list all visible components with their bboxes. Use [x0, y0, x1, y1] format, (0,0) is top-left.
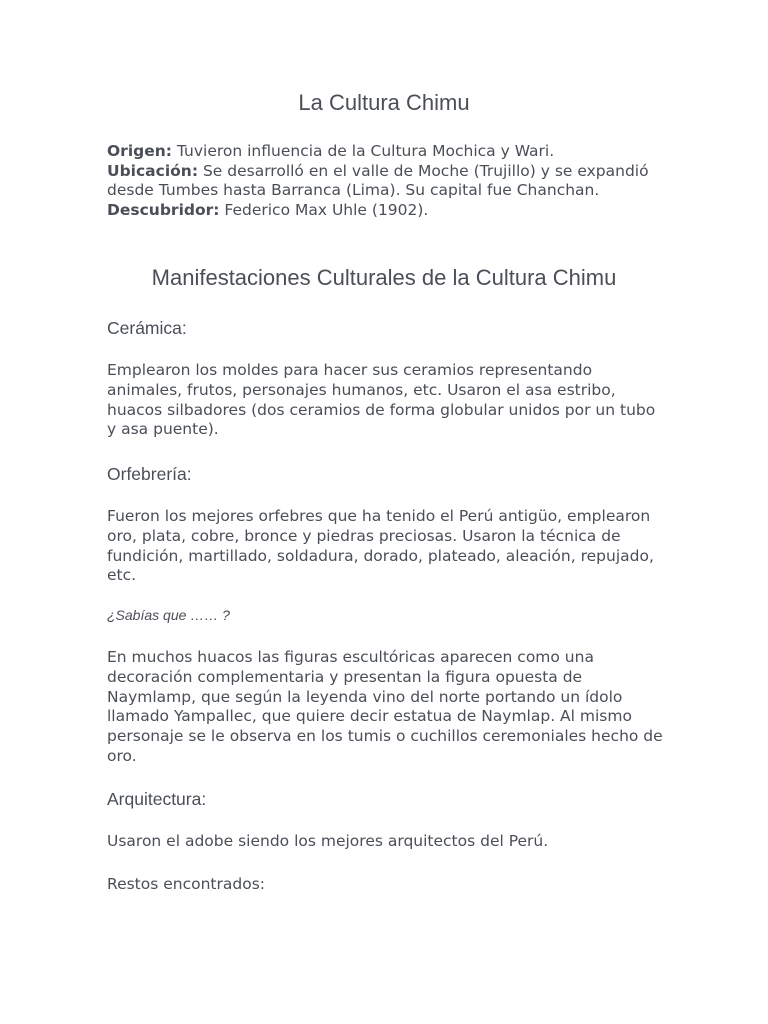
document-title: La Cultura Chimu: [298, 90, 470, 115]
ubicacion-label: Ubicación:: [107, 161, 199, 180]
arquitectura-paragraph: Usaron el adobe siendo los mejores arquitectos del Perú.: [107, 832, 549, 850]
origen-label: Origen:: [107, 142, 172, 160]
orfebreria-heading: Orfebrería:: [107, 464, 192, 484]
section-subtitle: Manifestaciones Culturales de la Cultura Chimu: [151, 265, 617, 290]
ceramica-paragraph: Emplearon los moldes para hacer sus ceramios representando animales, frutos, personajes humanos, etc. Usaron el asa estribo, huacos silbadores (dos ceramios de forma globular unidos por un tubo y asa puente).: [107, 361, 656, 439]
ubicacion-text: Se desarrolló en el valle de Moche (Trujillo) y se expandió desde Tumbes hasta Barranca (Lima). Su capital fue Chanchan.: [107, 161, 649, 199]
restos-label: Restos encontrados:: [107, 875, 266, 893]
ceramica-heading: Cerámica:: [107, 318, 187, 338]
orfebreria-paragraph: Fueron los mejores orfebres que ha tenido el Perú antigüo, emplearon oro, plata, cobre, bronce y piedras preciosas. Usaron la técnica de fundición, martillado, soldadura, dorado, plateado, aleación, repujado, etc.: [107, 507, 654, 585]
descubridor-text: Federico Max Uhle (1902).: [219, 200, 429, 219]
arquitectura-heading: Arquitectura:: [107, 789, 207, 809]
sabias-paragraph: En muchos huacos las figuras escultóricas aparecen como una decoración complementaria y presentan la figura opuesta de Naymlamp, que según la leyenda vino del norte portando un ídolo llamado Yampallec, que quiere decir estatua de Naymlap. Al mismo personaje se le observa en los tumis o cuchillos ceremoniales hecho de oro.: [107, 648, 663, 765]
sabias-heading: ¿Sabías que …… ?: [107, 607, 230, 623]
origen-text: Tuvieron influencia de la Cultura Mochica y Wari.: [171, 142, 555, 160]
info-block: [107, 142, 667, 220]
descubridor-label: Descubridor:: [107, 200, 220, 219]
